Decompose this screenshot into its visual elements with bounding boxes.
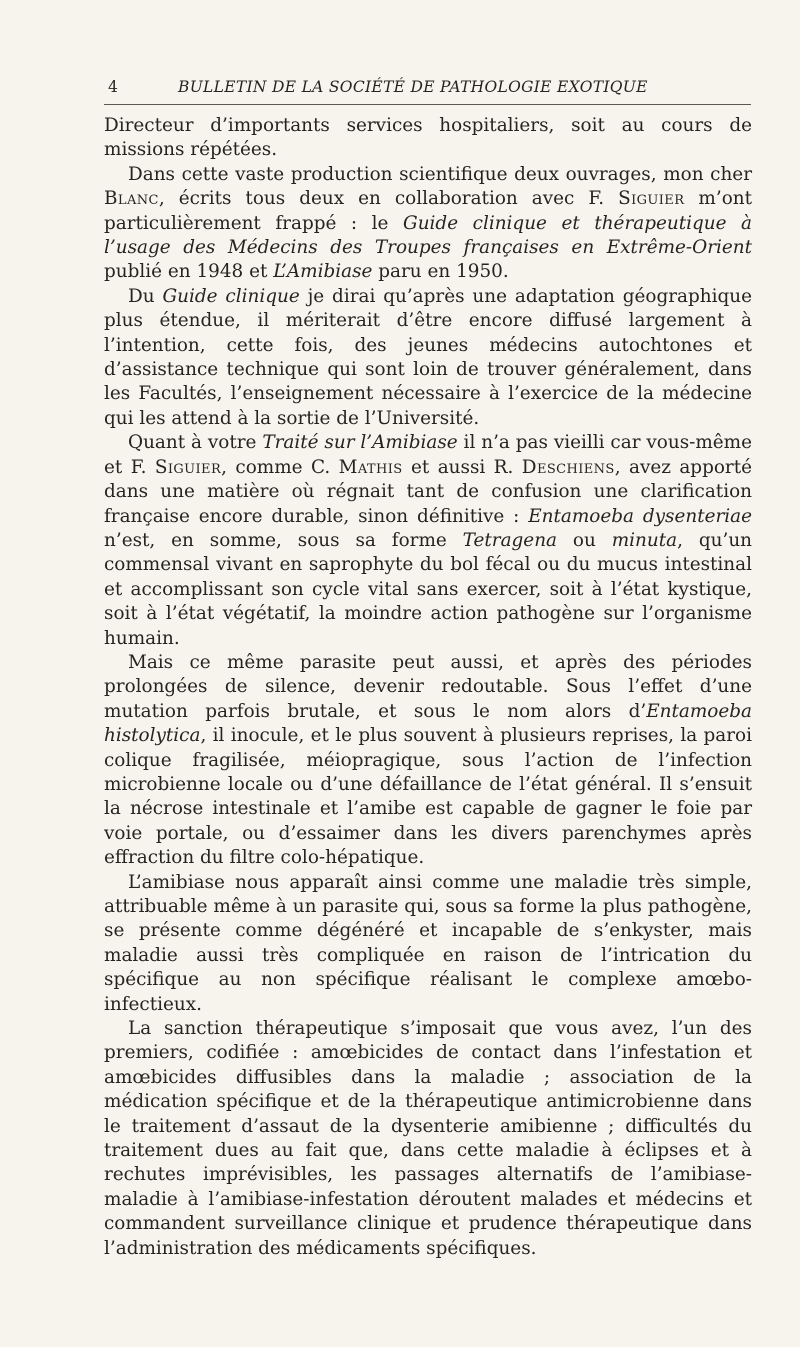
paragraph-4-text-b: il n’a pas vieilli car vous-même et F.	[104, 432, 752, 478]
paragraph-4-text-d: et aussi R.	[402, 456, 522, 478]
species-name-dysenteriae: Entamoeba dysenteriae	[528, 505, 752, 527]
paragraph-7-text: La sanction thérapeutique s’imposait que vous avez, l’un des premiers, codifiée : amœbicides de contact dans l’infestation et amœbicides diffusibles dans la maladie ; association de la médication spécifique et de la thérapeutique antimicrobienne dans le traitement d’assaut de la dysenterie amibienne ; difficultés du traitement dues au fait que, dans cette maladie à éclipses et à rechutes imprévisibles, les passages alternatifs de l’amibiase-maladie à l’amibiase-infestation déroutent malades et médecins et commandent surveillance clinique et prudence thérapeutique dans l’administration des médicaments spécifiques.	[104, 1018, 752, 1259]
paragraph-3	[104, 285, 752, 431]
header-rule	[104, 104, 751, 105]
paragraph-2-text-b: , écrits tous deux en collaboration avec F.	[158, 188, 619, 210]
book-title-guide-short: Guide clinique	[162, 285, 300, 307]
paragraph-3-text: je dirai qu’après une adaptation géographique plus étendue, il mériterait d’être encore diffusé largement à l’intention, cette fois, des jeunes médecins autochtones et d’assistance technique qui sont loin de trouver généralement, dans les Facultés, l’enseignement nécessaire à l’exercice de la médecine qui les attend à la sortie de l’Université.	[104, 285, 753, 429]
running-header	[104, 74, 750, 102]
paragraph-5	[104, 651, 752, 871]
body-text	[104, 114, 752, 1261]
paragraph-2-text-a: Dans cette vaste production scientifique deux ouvrages, mon cher	[128, 163, 752, 185]
author-name-blanc: Blanc	[104, 188, 159, 210]
paragraph-6-text: L’amibiase nous apparaît ainsi comme une maladie très simple, attribuable même à un parasite qui, sous sa forme la plus pathogène, se présente comme dégénéré et incapable de s’enkyster, mais maladie aussi très compliquée en raison de l’intrication du spécifique au non spécifique réalisant le complexe amœbo-infectieux.	[104, 871, 752, 1015]
form-name-minuta: minuta	[611, 529, 678, 551]
author-name-deschiens: Deschiens	[521, 456, 615, 478]
paragraph-7	[104, 1017, 752, 1261]
paragraph-4-text-h: , qu’un commensal vivant en saprophyte du bol fécal ou du mucus intestinal et accomplissant son cycle vital sans exercer, soit à l’état kystique, soit à l’état végétatif, la moindre action pathogène sur l’organisme humain.	[104, 529, 753, 649]
paragraph-4-text-c: , comme C.	[221, 456, 339, 478]
paragraph-4-text-a: Quant à votre	[128, 432, 263, 454]
paragraph-2-text-c: m’ont particulièrement frappé : le	[104, 188, 753, 234]
paragraph-2-text-e: paru en 1950.	[372, 261, 509, 283]
paragraph-4	[104, 431, 752, 651]
paragraph-5-text-b: , il inocule, et le plus souvent à plusieurs reprises, la paroi colique fragilisée, méiopragique, sous l’action de l’infection microbienne locale ou d’une défaillance de l’état général. Il s’ensuit la nécrose intestinale et l’amibe est capable de gagner le foie par voie portale, ou d’essaimer dans les divers parenchymes après effraction du filtre colo-hépatique.	[104, 725, 752, 869]
book-title-traite: Traité sur l’Amibiase	[262, 432, 458, 454]
author-name-siguier: Siguier	[618, 188, 685, 210]
paragraph-4-text-f: n’est, en somme, sous sa forme	[104, 529, 463, 551]
paragraph-2	[104, 163, 752, 285]
paragraph-6	[104, 871, 752, 1017]
paragraph-1	[104, 114, 752, 163]
form-name-tetragena: Tetragena	[462, 529, 558, 551]
paragraph-5-text-a: Mais ce même parasite peut aussi, et après des périodes prolongées de silence, devenir redoutable. Sous l’effet d’une mutation parfois brutale, et sous le nom alors d’	[104, 651, 752, 722]
paragraph-1-text: Directeur d’importants services hospitaliers, soit au cours de missions répétées.	[104, 115, 752, 161]
paragraph-3-lead: Du	[128, 285, 163, 307]
paragraph-2-text-d: publié en 1948 et	[104, 261, 274, 283]
page-number: 4	[108, 78, 119, 96]
book-title-amibiase: L’Amibiase	[273, 261, 373, 283]
paragraph-4-text-e: , avez apporté dans une matière où régnait tant de confusion une clarification française encore durable, sinon définitive :	[104, 456, 752, 527]
author-name-mathis: Mathis	[338, 456, 403, 478]
journal-title: BULLETIN DE LA SOCIÉTÉ DE PATHOLOGIE EXOTIQUE	[178, 78, 648, 96]
book-title-guide: Guide clinique et thérapeutique à l’usage des Médecins des Troupes françaises en Extrême-Orient	[104, 212, 752, 259]
author-name-siguier-2: Siguier	[154, 456, 222, 478]
species-name-histolytica: Entamoeba histolytica	[104, 700, 752, 747]
paragraph-4-text-g: ou	[557, 529, 612, 551]
